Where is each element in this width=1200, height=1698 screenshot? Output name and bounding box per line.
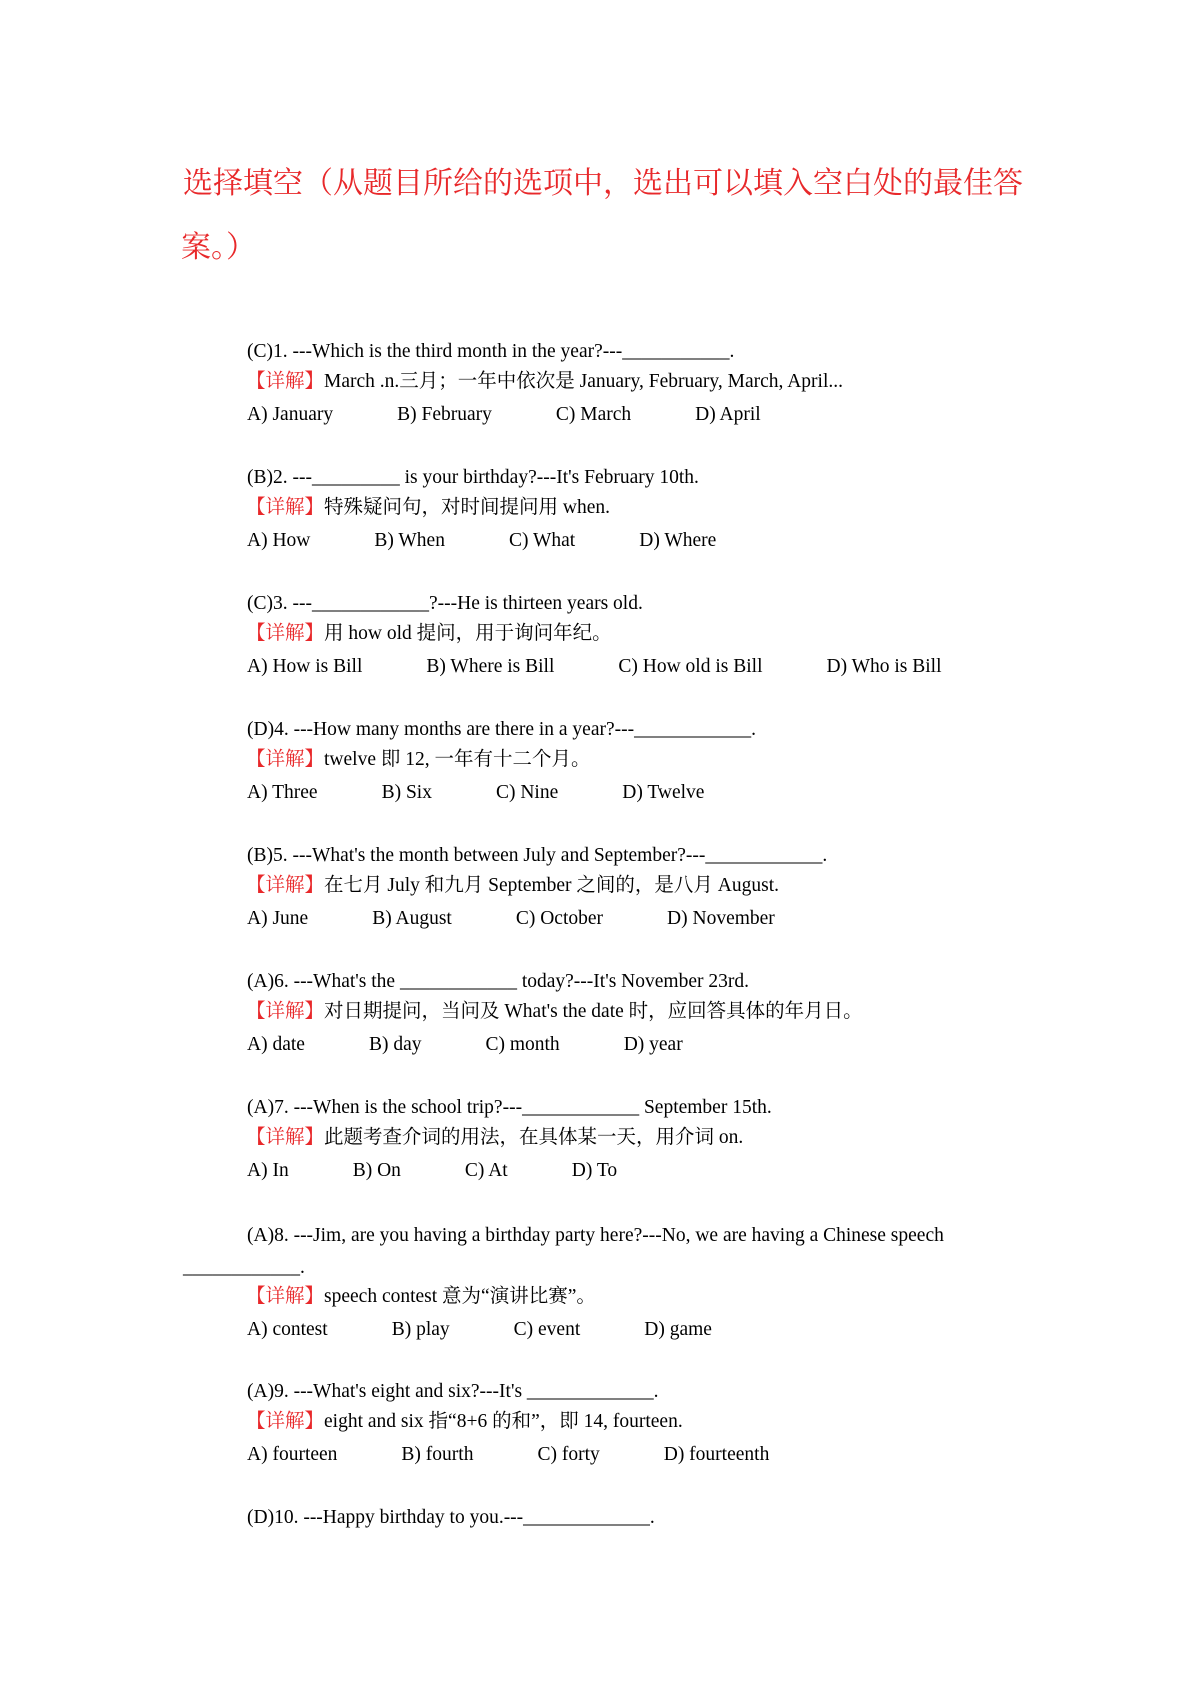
explain-text: 此题考查介词的用法，在具体某一天，用介词 on. <box>324 1127 744 1148</box>
option-c: C) Nine <box>495 782 559 803</box>
option-d: D) Who is Bill <box>826 656 942 677</box>
question-explanation <box>246 620 612 648</box>
question-4 <box>247 716 1037 842</box>
option-row <box>247 401 825 429</box>
option-row <box>247 1441 833 1469</box>
explain-text: 在七月 July 和九月 September 之间的，是八月 August. <box>324 875 779 896</box>
explain-tag: 【详解】 <box>246 371 325 392</box>
title-line-1: 选择填空（从题目所给的选项中，选出可以填入空白处的最佳答 <box>183 167 1023 200</box>
option-c: C) October <box>515 908 604 929</box>
option-row <box>247 905 839 933</box>
question-stem <box>183 1220 1037 1284</box>
question-10 <box>247 1504 1037 1630</box>
explain-tag: 【详解】 <box>246 1411 325 1432</box>
option-a: A) January <box>247 404 334 425</box>
explain-tag: 【详解】 <box>246 1127 325 1148</box>
option-d: D) game <box>644 1319 712 1340</box>
option-a: A) In <box>247 1160 289 1181</box>
option-row <box>247 1157 681 1185</box>
explain-text: speech contest 意为“演讲比赛”。 <box>324 1286 596 1307</box>
option-c: C) What <box>508 530 576 551</box>
question-explanation <box>246 1283 596 1311</box>
question-explanation <box>246 746 591 774</box>
option-d: D) November <box>667 908 775 929</box>
option-row <box>247 1316 776 1344</box>
option-c: C) month <box>485 1034 560 1055</box>
option-b: B) Where is Bill <box>426 656 555 677</box>
question-8 <box>183 1220 1037 1378</box>
explain-text: twelve 即 12, 一年有十二个月。 <box>324 749 591 770</box>
option-b: B) play <box>391 1319 450 1340</box>
explain-tag: 【详解】 <box>246 1286 325 1307</box>
option-a: A) Three <box>247 782 318 803</box>
question-stem: (D)4. ---How many months are there in a year?---____________. <box>247 719 756 740</box>
option-row <box>247 779 768 807</box>
question-7 <box>247 1094 1037 1220</box>
question-explanation <box>246 998 863 1026</box>
explain-text: 特殊疑问句，对时间提问用 when. <box>324 497 611 518</box>
question-stem-line-1: (A)8. ---Jim, are you having a birthday party here?---No, we are having a Chinese speech <box>247 1225 944 1246</box>
option-d: D) April <box>695 404 761 425</box>
option-b: B) August <box>372 908 452 929</box>
question-explanation <box>246 494 610 522</box>
question-5 <box>247 842 1037 968</box>
question-list <box>183 338 1037 1630</box>
option-a: A) How is Bill <box>247 656 363 677</box>
option-c: C) forty <box>537 1444 600 1465</box>
option-a: A) How <box>247 530 311 551</box>
option-a: A) fourteen <box>247 1444 338 1465</box>
explain-tag: 【详解】 <box>246 623 325 644</box>
question-explanation <box>246 872 779 900</box>
option-b: B) On <box>352 1160 401 1181</box>
option-c: C) March <box>555 404 632 425</box>
title-line-2: 案。） <box>181 231 256 264</box>
question-stem-line-2: ____________. <box>183 1257 305 1278</box>
explain-tag: 【详解】 <box>246 875 325 896</box>
explain-text: 用 how old 提问，用于询问年纪。 <box>324 623 612 644</box>
question-2 <box>247 464 1037 590</box>
option-d: D) Where <box>639 530 717 551</box>
question-stem: (B)2. ---_________ is your birthday?---It's February 10th. <box>247 467 699 488</box>
option-b: B) fourth <box>401 1444 474 1465</box>
question-stem: (A)9. ---What's eight and six?---It's _____________. <box>247 1381 659 1402</box>
explain-text: eight and six 指“8+6 的和”，即 14, fourteen. <box>324 1411 683 1432</box>
question-3 <box>247 590 1037 716</box>
option-d: D) To <box>571 1160 618 1181</box>
question-stem: (D)10. ---Happy birthday to you.---_____________. <box>247 1507 655 1528</box>
question-stem: (C)3. ---____________?---He is thirteen years old. <box>247 593 643 614</box>
explain-tag: 【详解】 <box>246 497 325 518</box>
option-a: A) contest <box>247 1319 328 1340</box>
explain-tag: 【详解】 <box>246 749 325 770</box>
option-c: C) How old is Bill <box>618 656 763 677</box>
explain-text: March .n.三月；一年中依次是 January, February, March, April... <box>324 371 844 392</box>
question-9 <box>247 1378 1037 1504</box>
option-b: B) When <box>374 530 445 551</box>
question-stem: (B)5. ---What's the month between July and September?---____________. <box>247 845 828 866</box>
question-1 <box>247 338 1037 464</box>
question-stem: (A)6. ---What's the ____________ today?---It's November 23rd. <box>247 971 749 992</box>
question-explanation <box>246 368 843 396</box>
explain-text: 对日期提问，当问及 What's the date 时，应回答具体的年月日。 <box>324 1001 863 1022</box>
option-b: B) February <box>397 404 492 425</box>
option-d: D) fourteenth <box>663 1444 770 1465</box>
option-d: D) Twelve <box>622 782 705 803</box>
option-row <box>247 1031 747 1059</box>
option-b: B) day <box>368 1034 422 1055</box>
option-row <box>247 653 1006 681</box>
question-explanation <box>246 1124 743 1152</box>
page-title <box>183 152 1023 280</box>
option-a: A) June <box>247 908 309 929</box>
option-row <box>247 527 780 555</box>
question-explanation <box>246 1408 683 1436</box>
option-a: A) date <box>247 1034 305 1055</box>
question-stem: (C)1. ---Which is the third month in the year?---___________. <box>247 341 735 362</box>
option-b: B) Six <box>381 782 432 803</box>
option-c: C) At <box>464 1160 508 1181</box>
option-d: D) year <box>623 1034 683 1055</box>
option-c: C) event <box>513 1319 581 1340</box>
explain-tag: 【详解】 <box>246 1001 325 1022</box>
question-6 <box>247 968 1037 1094</box>
question-stem: (A)7. ---When is the school trip?---____________ September 15th. <box>247 1097 772 1118</box>
